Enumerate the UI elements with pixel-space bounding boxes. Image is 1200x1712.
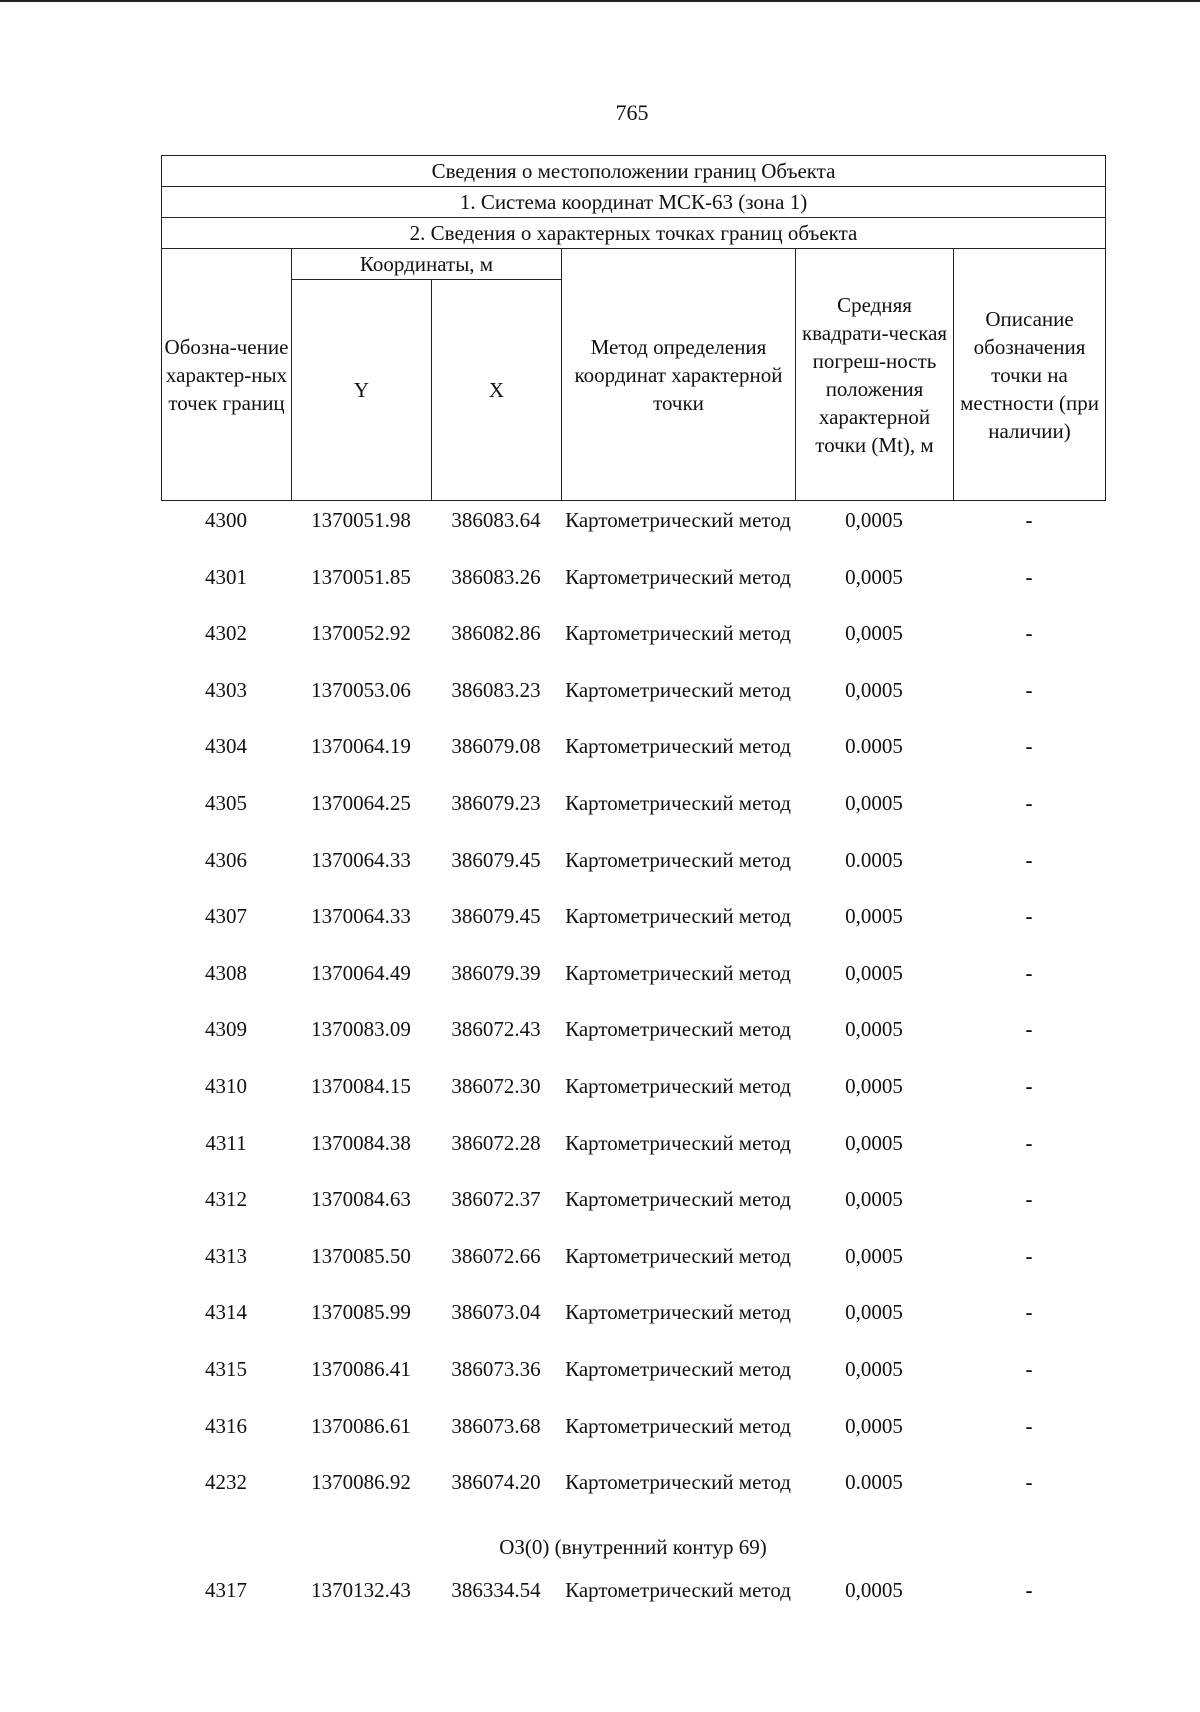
point-id: 4311 — [205, 1130, 247, 1155]
table-row — [161, 1412, 1105, 1469]
error-value: 0.0005 — [845, 847, 903, 872]
point-id: 4302 — [205, 621, 247, 646]
coord-y: 1370086.92 — [311, 1470, 411, 1495]
point-id: 4232 — [205, 1470, 247, 1495]
points-list-2 — [161, 1576, 1105, 1633]
method: Картометрический метод — [565, 677, 791, 702]
description: - — [1025, 1187, 1033, 1212]
description: - — [1025, 847, 1033, 872]
error-value: 0,0005 — [845, 1356, 903, 1381]
coord-x: 386072.43 — [451, 1017, 541, 1042]
coord-y: 1370064.33 — [311, 904, 411, 929]
section2-title: ОЗ(0) (внутренний контур 69) — [499, 1535, 767, 1559]
col-header-coords: Координаты, м — [292, 249, 562, 280]
coord-y: 1370085.99 — [311, 1300, 411, 1325]
header-section: 2. Сведения о характерных точках границ объекта — [162, 218, 1106, 249]
table-row — [161, 789, 1105, 846]
error-value: 0.0005 — [845, 734, 903, 759]
table-row — [161, 1355, 1105, 1412]
coord-y: 1370086.41 — [311, 1356, 411, 1381]
coord-y: 1370064.25 — [311, 790, 411, 815]
point-id: 4315 — [205, 1356, 247, 1381]
coord-y: 1370051.98 — [311, 508, 411, 532]
col-header-desc: Описание обозначения точки на местности (при наличии) — [954, 249, 1106, 501]
coord-y: 1370053.06 — [311, 677, 411, 702]
coord-y: 1370083.09 — [311, 1017, 411, 1042]
description: - — [1025, 1243, 1033, 1268]
error-value: 0,0005 — [845, 1578, 903, 1602]
coord-x: 386079.23 — [451, 790, 541, 815]
method: Картометрический метод — [565, 564, 791, 589]
point-id: 4313 — [205, 1243, 247, 1268]
coord-x: 386074.20 — [451, 1470, 541, 1495]
description: - — [1025, 790, 1033, 815]
points-list — [161, 506, 1105, 1525]
point-id: 4307 — [205, 904, 247, 929]
method: Картометрический метод — [565, 1356, 791, 1381]
method: Картометрический метод — [565, 508, 791, 532]
description: - — [1025, 677, 1033, 702]
error-value: 0,0005 — [845, 790, 903, 815]
description: - — [1025, 621, 1033, 646]
header-title: Сведения о местоположении границ Объекта — [162, 156, 1106, 187]
table-row — [161, 959, 1105, 1016]
coord-y: 1370084.38 — [311, 1130, 411, 1155]
method: Картометрический метод — [565, 1470, 791, 1495]
col-header-error: Средняя квадрати-ческая погреш-ность положения характерной точки (Mt), м — [796, 249, 954, 501]
error-value: 0,0005 — [845, 1073, 903, 1098]
description: - — [1025, 734, 1033, 759]
coord-y: 1370086.61 — [311, 1413, 411, 1438]
table-row — [161, 1576, 1105, 1633]
coord-x: 386334.54 — [451, 1578, 541, 1602]
header-system: 1. Система координат МСК-63 (зона 1) — [162, 187, 1106, 218]
point-id: 4303 — [205, 677, 247, 702]
method: Картометрический метод — [565, 1578, 791, 1602]
coord-x: 386073.68 — [451, 1413, 541, 1438]
col-header-id: Обозна-чение характер-ных точек границ — [162, 249, 292, 501]
col-header-method: Метод определения координат характерной точки — [562, 249, 796, 501]
description: - — [1025, 1130, 1033, 1155]
error-value: 0,0005 — [845, 1300, 903, 1325]
table-row — [161, 1468, 1105, 1525]
point-id: 4300 — [205, 508, 247, 532]
error-value: 0,0005 — [845, 960, 903, 985]
description: - — [1025, 1470, 1033, 1495]
point-id: 4314 — [205, 1300, 247, 1325]
table-row — [161, 1015, 1105, 1072]
method: Картометрический метод — [565, 1300, 791, 1325]
scan-top-edge — [0, 0, 1200, 2]
header-table — [161, 155, 1106, 501]
coord-x: 386072.30 — [451, 1073, 541, 1098]
description: - — [1025, 564, 1033, 589]
point-id: 4317 — [205, 1578, 247, 1602]
description: - — [1025, 960, 1033, 985]
table-row — [161, 1242, 1105, 1299]
table-row — [161, 676, 1105, 733]
error-value: 0,0005 — [845, 677, 903, 702]
table-row — [161, 619, 1105, 676]
coord-x: 386083.26 — [451, 564, 541, 589]
table-row — [161, 846, 1105, 903]
point-id: 4312 — [205, 1187, 247, 1212]
col-header-y: Y — [292, 280, 432, 501]
point-id: 4316 — [205, 1413, 247, 1438]
method: Картометрический метод — [565, 734, 791, 759]
coord-y: 1370064.49 — [311, 960, 411, 985]
coord-y: 1370052.92 — [311, 621, 411, 646]
method: Картометрический метод — [565, 1187, 791, 1212]
coord-y: 1370084.63 — [311, 1187, 411, 1212]
error-value: 0,0005 — [845, 1413, 903, 1438]
error-value: 0,0005 — [845, 1243, 903, 1268]
error-value: 0,0005 — [845, 508, 903, 532]
table-row — [161, 902, 1105, 959]
col-header-x: X — [432, 280, 562, 501]
point-id: 4305 — [205, 790, 247, 815]
description: - — [1025, 1300, 1033, 1325]
error-value: 0,0005 — [845, 1130, 903, 1155]
method: Картометрический метод — [565, 960, 791, 985]
method: Картометрический метод — [565, 1243, 791, 1268]
table-row — [161, 732, 1105, 789]
coord-x: 386073.36 — [451, 1356, 541, 1381]
description: - — [1025, 1413, 1033, 1438]
table-row — [161, 1185, 1105, 1242]
method: Картометрический метод — [565, 621, 791, 646]
method: Картометрический метод — [565, 790, 791, 815]
table-row — [161, 506, 1105, 563]
description: - — [1025, 1073, 1033, 1098]
coord-x: 386079.39 — [451, 960, 541, 985]
coord-x: 386072.37 — [451, 1187, 541, 1212]
description: - — [1025, 1356, 1033, 1381]
coord-y: 1370084.15 — [311, 1073, 411, 1098]
coord-x: 386082.86 — [451, 621, 541, 646]
coord-x: 386083.64 — [451, 508, 541, 532]
coord-x: 386072.28 — [451, 1130, 541, 1155]
table-row — [161, 1298, 1105, 1355]
method: Картометрический метод — [565, 1130, 791, 1155]
point-id: 4306 — [205, 847, 247, 872]
coord-y: 1370085.50 — [311, 1243, 411, 1268]
error-value: 0,0005 — [845, 1187, 903, 1212]
coord-y: 1370064.33 — [311, 847, 411, 872]
table-row — [161, 1129, 1105, 1186]
coord-x: 386072.66 — [451, 1243, 541, 1268]
description: - — [1025, 904, 1033, 929]
coord-x: 386073.04 — [451, 1300, 541, 1325]
error-value: 0,0005 — [845, 904, 903, 929]
description: - — [1025, 508, 1033, 532]
method: Картометрический метод — [565, 1017, 791, 1042]
coord-x: 386079.45 — [451, 847, 541, 872]
point-id: 4301 — [205, 564, 247, 589]
description: - — [1025, 1578, 1033, 1602]
description: - — [1025, 1017, 1033, 1042]
point-id: 4308 — [205, 960, 247, 985]
coord-x: 386079.08 — [451, 734, 541, 759]
error-value: 0,0005 — [845, 564, 903, 589]
point-id: 4309 — [205, 1017, 247, 1042]
coord-x: 386083.23 — [451, 677, 541, 702]
table-row — [161, 1072, 1105, 1129]
method: Картометрический метод — [565, 1073, 791, 1098]
table-row — [161, 563, 1105, 620]
point-id: 4310 — [205, 1073, 247, 1098]
page-number: 765 — [615, 100, 649, 125]
error-value: 0,0005 — [845, 621, 903, 646]
coord-x: 386079.45 — [451, 904, 541, 929]
coord-y: 1370051.85 — [311, 564, 411, 589]
point-id: 4304 — [205, 734, 247, 759]
coord-y: 1370132.43 — [311, 1578, 411, 1602]
error-value: 0,0005 — [845, 1017, 903, 1042]
coord-y: 1370064.19 — [311, 734, 411, 759]
method: Картометрический метод — [565, 904, 791, 929]
error-value: 0.0005 — [845, 1470, 903, 1495]
method: Картометрический метод — [565, 1413, 791, 1438]
method: Картометрический метод — [565, 847, 791, 872]
